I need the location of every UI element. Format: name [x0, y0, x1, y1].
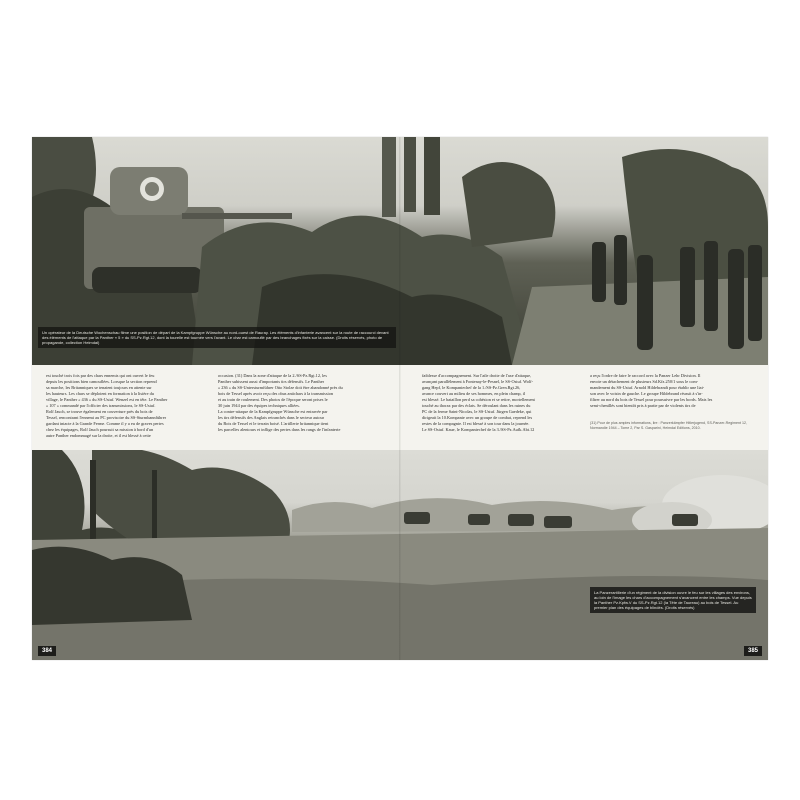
page-gutter — [399, 137, 401, 660]
text-line: Le SS-Ostuf. Kaue, le Kompaniechef de la 3./SS-Pz.Aufk.Abt.12 — [422, 427, 535, 432]
text-line: est blessé. Le bataillon perd sa cohésion et se retire, mortellement — [422, 397, 535, 402]
text-line: « 107 » commandé par l'officier des transmissions, le SS-Ustuf. — [46, 403, 156, 408]
bottom-photo-caption: La Panzerartillerie d'un régiment de la division ouvre le feu sur les villages des environs, au loin de l'image les chars d'accompagnement s'avancent entre les champs. Vue depuis la Panther Pz.Kpfw.V du SS-Pz.Rgt.12 (la Tête de Taureau) au bois de Tessel. Au premier plan des équipages de blindés. (Droits réservés) — [590, 587, 756, 613]
text-line: Rolf Jauch, se trouve également en couverture près du bois de — [46, 409, 153, 414]
text-line: filtrer au nord du bois de Tessel pour poursuivre par les bords. Mais les — [590, 397, 713, 402]
text-line: autre Panther endommagé sur la droite, et il est blessé à cette — [46, 433, 151, 438]
text-line: mandement du SS-Ustuf. Arnold Hildebrandt pour établir une liai- — [590, 385, 705, 390]
text-line: faiblesse d'accompagnement. Sur l'aile droite de l'axe d'attaque, — [422, 373, 532, 378]
text-line: touché au thorax par des éclats. Se déroulant dans les ruines du — [422, 403, 531, 408]
text-line: les tirs défensifs des Anglais retranchés dans le secteur autour — [218, 415, 325, 420]
text-line: 30 juin 1944 par des équipes techniques alliées. — [218, 403, 300, 408]
text-line: « 236 » du SS-Untersturmführer Otto Stolze doit être abandonné près du — [218, 385, 343, 390]
text-line: depuis les positions bien camouflées. Lorsque la section reprend — [46, 379, 157, 384]
text-line: gang Hepf, le Kompaniechef de la 1./SS-Pz.Gren.Rgt.26, — [422, 385, 521, 390]
footnote: (31) Pour de plus amples informations, lire : Panzerkämpfer Hitlerjugend, SS-Panzer-Regiment 12, Normandie 1944 – Tome 2, Par S. Gasparini, Heimdal Editions, 2010. — [590, 421, 747, 430]
text-line: gardant intacte à la Grande Ferme. Comme il y a eu de graves pertes — [46, 421, 164, 426]
text-line: semi-chenillés sont bientôt pris à partie par de violents tirs de — [590, 403, 696, 408]
text-line: a reçu l'ordre de faire le raccord avec la Panzer Lehr Division. Il — [590, 373, 701, 378]
text-line: les hauteurs. Les chars se déploient en formation à la lisière du — [46, 391, 154, 396]
text-line: La contre-attaque de la Kampfgruppe Wünsche est entravée par — [218, 409, 328, 414]
page-number-right: 385 — [744, 646, 762, 656]
text-line: Panther subissent aussi d'importants tirs défensifs. Le Panther — [218, 379, 325, 384]
text-line: les parcelles alentours et inflige des pertes dans les rangs de l'infanterie — [218, 427, 341, 432]
text-line: bois de Tessel après avoir reçu des obus antichars à la transmission — [218, 391, 334, 396]
text-line: son avec le voisin de gauche. Le groupe Hildebrand réussit à s'in- — [590, 391, 703, 396]
text-line: dirigeait la 10.Kompanie avec un groupe de combat, reprend les — [422, 415, 533, 420]
text-line: chez les équipages, Rolf Jauch poursuit sa mission à bord d'un — [46, 427, 154, 432]
text-line: Tessel, rencontrant l'ennemi au PC provisoire du SS-Sturmbannführer — [46, 415, 167, 420]
text-column-3 — [422, 373, 588, 433]
text-line: est touché trois fois par des chars ennemis qui ont ouvert le feu — [46, 373, 155, 378]
text-column-4 — [590, 373, 756, 409]
text-line: envoie un détachement de plusieurs Sd.Kfz.250/1 sous le com- — [590, 379, 699, 384]
text-line: PC de la ferme Saint-Nicolas, le SS-Ustuf. Jürgen Gaedeke, qui — [422, 409, 532, 414]
text-line: du Bois de Tessel et le terrain boisé. L'artillerie britannique tient — [218, 421, 329, 426]
book-spread — [32, 137, 768, 660]
page-number-left: 384 — [38, 646, 56, 656]
text-line: et au train de roulement. Des photos de l'époque seront prises le — [218, 397, 328, 402]
top-photo-caption: Un opérateur de la Deutsche Wochenschau filme une position de départ de la Kampfgruppe Wünsche au nord-ouest de Rauray. Les éléments d'infanterie avancent sur la route de raccourci devant des éléments de l'attaque par la Panther « 5 » du SS-Pz.Rgt.12, dont la tourelle est tournée vers l'avant. Le char est camouflé par des branchages fixés sur la caisse. (Droits réservés, photo de propagande, collection Heimdal) — [38, 327, 396, 348]
text-line: sa marche, les Britanniques se tenaient toujours en attente sur — [46, 385, 152, 390]
text-line: avançant parallèlement à Fontenay-le-Pesnel, le SS-Ostuf. Wolf- — [422, 379, 534, 384]
text-line: village, le Panther « 436 » du SS-Ustuf. Wenzel est en tête. Le Panther — [46, 397, 168, 402]
text-line: restes de la compagnie. Il est blessé à son tour dans la journée. — [422, 421, 530, 426]
text-column-2 — [218, 373, 384, 433]
text-column-1 — [46, 373, 212, 439]
text-line: avance couvert au milieu de ses hommes, en plein champ, il — [422, 391, 526, 396]
text-line: occasion. (31) Dans la zone d'attaque de la 2./SS-Pz.Rgt.12, les — [218, 373, 327, 378]
